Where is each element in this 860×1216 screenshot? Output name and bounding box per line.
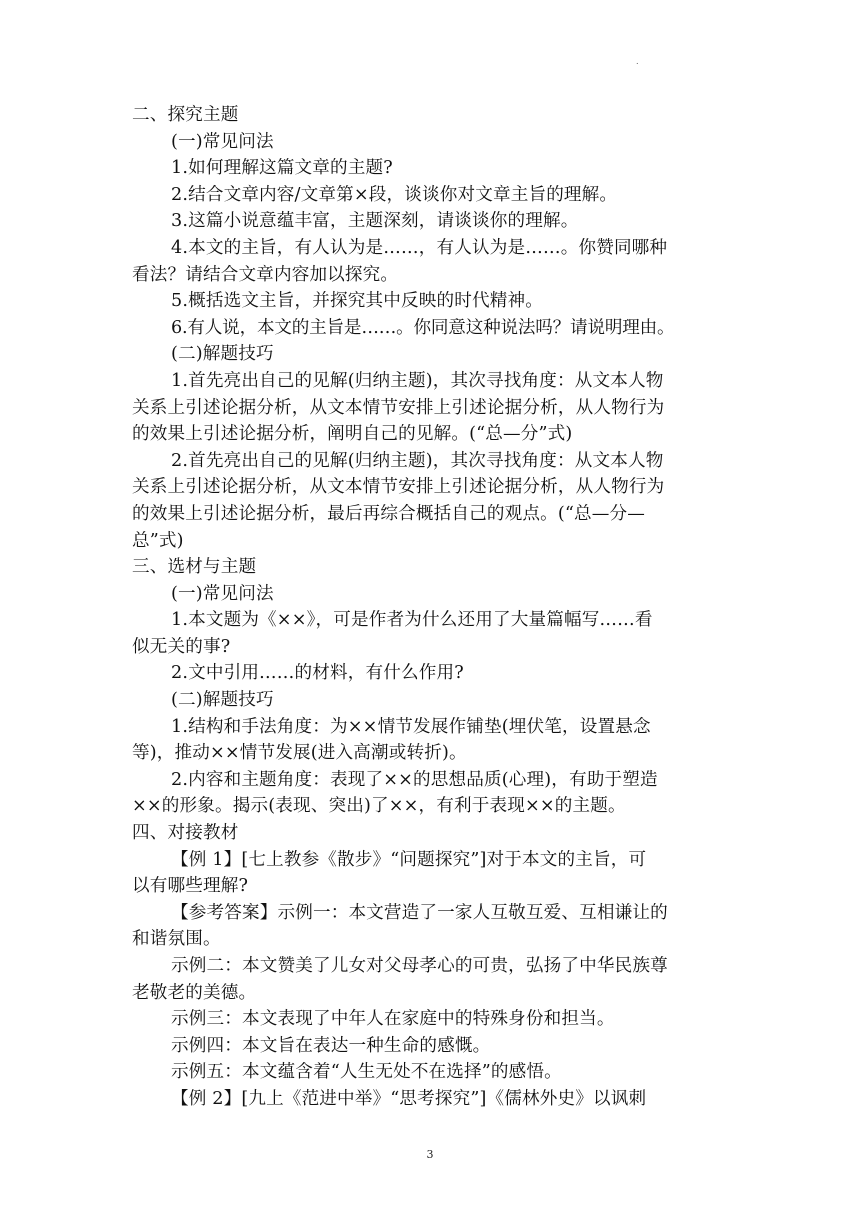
header-mark: . — [636, 57, 639, 66]
text-line: (一)常见问法 — [171, 583, 274, 604]
text-line: 1.首先亮出自己的见解(归纳主题)，其次寻找角度：从文本人物 — [171, 370, 664, 391]
text-line: 4.本文的主旨，有人认为是……，有人认为是……。你赞同哪种 — [171, 237, 668, 258]
body-text — [132, 102, 732, 1113]
text-line: 四、对接教材 — [132, 823, 239, 844]
text-line: 的效果上引述论据分析，阐明自己的见解。(“总—分”式) — [132, 424, 573, 445]
text-line: 三、选材与主题 — [132, 557, 257, 578]
text-line: 老敬老的美德。 — [132, 982, 257, 1003]
text-line: 5.概括选文主旨，并探究其中反映的时代精神。 — [171, 291, 543, 312]
text-line: 以有哪些理解? — [132, 876, 249, 897]
text-line: 3.这篇小说意蕴丰富，主题深刻，请谈谈你的理解。 — [171, 211, 579, 232]
text-line: (二)解题技巧 — [171, 690, 274, 711]
text-line: (二)解题技巧 — [171, 344, 274, 365]
text-line: (一)常见问法 — [171, 131, 274, 152]
text-line: 1.结构和手法角度：为××情节发展作铺垫(埋伏笔，设置悬念 — [171, 716, 651, 737]
text-line: 1.如何理解这篇文章的主题? — [171, 158, 393, 179]
text-line: 示例三：本文表现了中年人在家庭中的特殊身份和担当。 — [171, 1009, 615, 1030]
text-line: 2.首先亮出自己的见解(归纳主题)，其次寻找角度：从文本人物 — [171, 450, 664, 471]
text-line: 示例五：本文蕴含着“人生无处不在选择”的感悟。 — [171, 1062, 562, 1083]
text-line: 2.结合文章内容/文章第×段，谈谈你对文章主旨的理解。 — [171, 184, 618, 205]
text-line: 二、探究主题 — [132, 105, 239, 125]
text-line: 似无关的事? — [132, 636, 231, 657]
text-line: 和谐氛围。 — [132, 929, 221, 950]
text-line: 示例二：本文赞美了儿女对父母孝心的可贵，弘扬了中华民族尊 — [171, 956, 668, 976]
text-line: 的效果上引述论据分析，最后再综合概括自己的观点。(“总—分— — [132, 503, 645, 524]
text-line: 【例 1】[七上教参《散步》“问题探究”]对于本文的主旨，可 — [171, 849, 647, 870]
text-line: 1.本文题为《××》，可是作者为什么还用了大量篇幅写……看 — [171, 610, 653, 631]
text-line: 2.文中引用……的材料，有什么作用? — [171, 663, 464, 684]
text-line: 总”式) — [132, 530, 184, 551]
text-line: ××的形象。揭示(表现、突出)了××，有利于表现××的主题。 — [132, 796, 626, 817]
text-line: 看法？请结合文章内容加以探究。 — [132, 264, 399, 285]
text-line: 示例四：本文旨在表达一种生命的感慨。 — [171, 1035, 491, 1056]
text-line: 【例 2】[九上《范进中举》“思考探究”]《儒林外史》以讽刺 — [171, 1088, 647, 1109]
text-line: 【参考答案】示例一：本文营造了一家人互敬互爱、互相谦让的 — [171, 902, 668, 923]
text-line: 关系上引述论据分析，从文本情节安排上引述论据分析，从人物行为 — [132, 477, 665, 498]
page-number: 3 — [426, 1148, 434, 1161]
text-line: 6.有人说，本文的主旨是……。你同意这种说法吗？请说明理由。 — [171, 317, 675, 338]
text-line: 2.内容和主题角度：表现了××的思想品质(心理)，有助于塑造 — [171, 769, 658, 790]
text-line: 等)，推动××情节发展(进入高潮或转折)。 — [132, 743, 467, 764]
text-line: 关系上引述论据分析，从文本情节安排上引述论据分析，从人物行为 — [132, 397, 665, 418]
